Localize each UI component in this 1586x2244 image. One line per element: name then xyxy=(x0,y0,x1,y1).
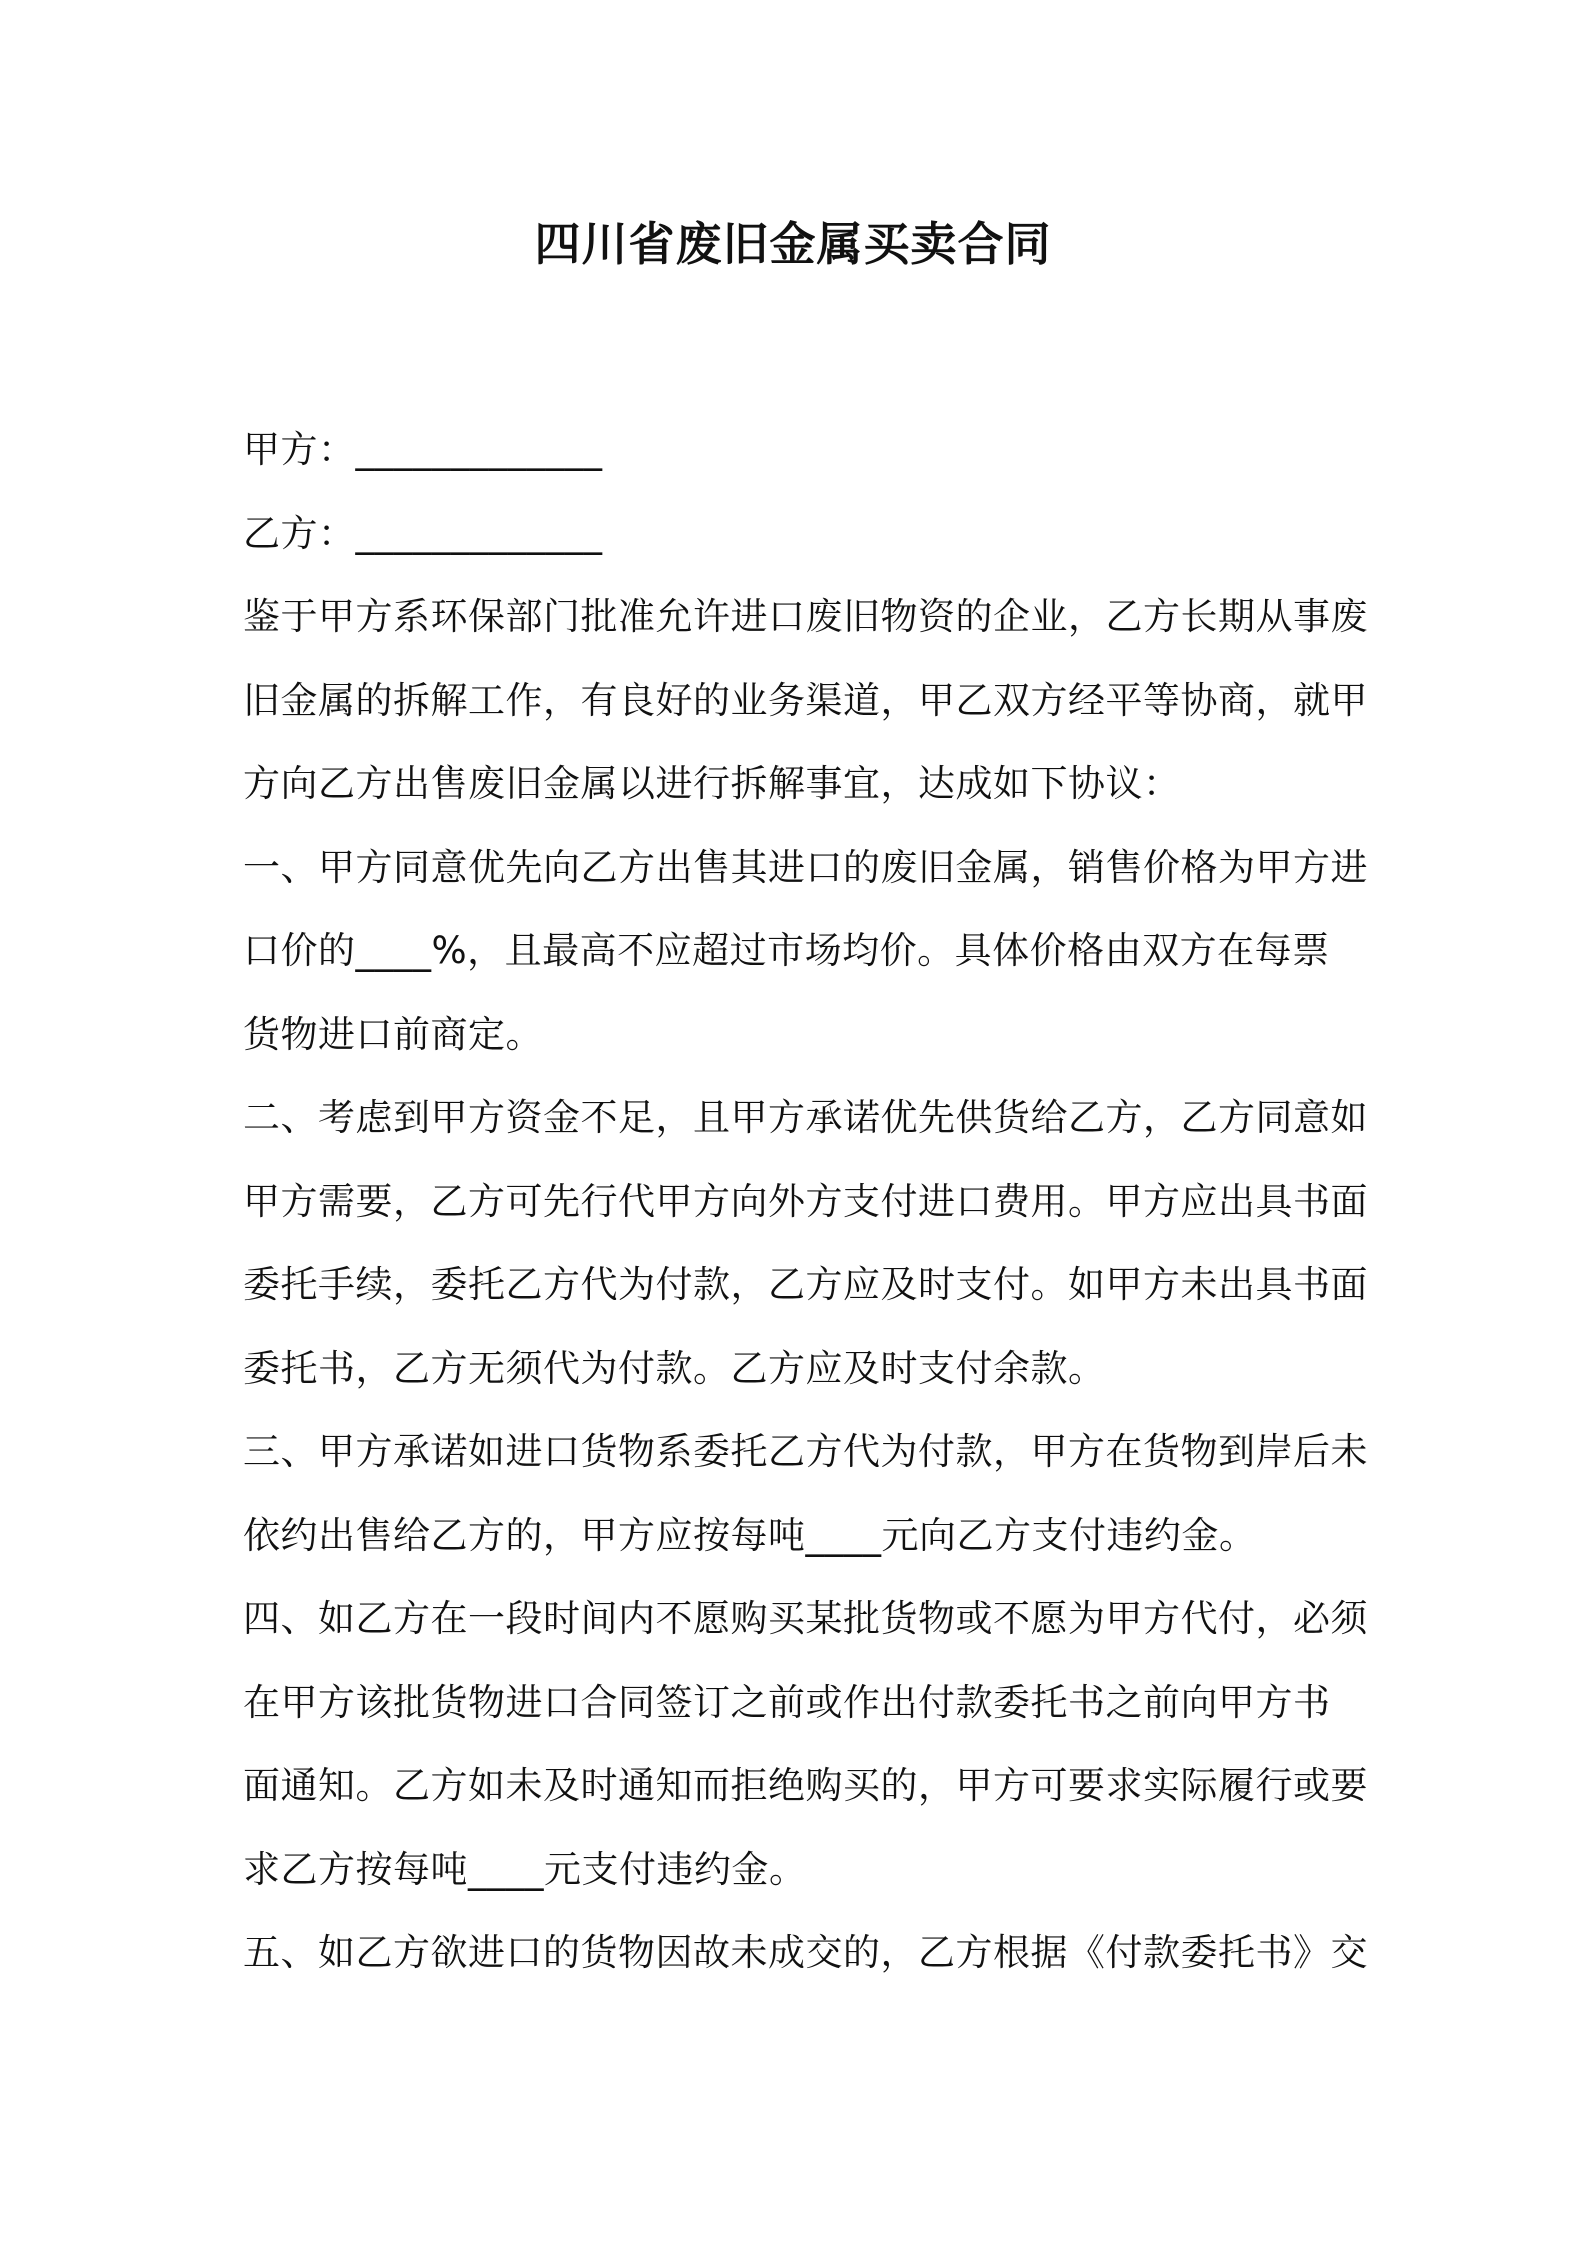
document-title: 四川省废旧金属买卖合同 xyxy=(534,217,1052,271)
document-body xyxy=(243,408,1368,1995)
clause-2-line: 委托手续，委托乙方代为付款，乙方应及时支付。如甲方未出具书面 xyxy=(243,1263,1368,1306)
clause-4-line: 面通知。乙方如未及时通知而拒绝购买的，甲方可要求实际履行或要 xyxy=(243,1764,1368,1807)
clause-4-line: 求乙方按每吨____元支付违约金。 xyxy=(243,1847,807,1891)
preamble-line: 方向乙方出售废旧金属以进行拆解事宜，达成如下协议： xyxy=(243,762,1181,805)
preamble-line: 旧金属的拆解工作，有良好的业务渠道，甲乙双方经平等协商，就甲 xyxy=(243,678,1368,722)
party-a-line: 甲方：_____________ xyxy=(243,428,603,471)
clause-3-line: 三、甲方承诺如进口货物系委托乙方代为付款，甲方在货物到岸后未 xyxy=(243,1430,1368,1473)
clause-5-line: 五、如乙方欲进口的货物因故未成交的，乙方根据《付款委托书》交 xyxy=(243,1931,1368,1974)
clause-3-line: 依约出售给乙方的，甲方应按每吨____元向乙方支付违约金。 xyxy=(243,1513,1257,1557)
clause-1-line: 货物进口前商定。 xyxy=(243,1012,543,1056)
clause-2-line: 二、考虑到甲方资金不足，且甲方承诺优先供货给乙方，乙方同意如 xyxy=(243,1096,1368,1139)
clause-1-line: 口价的____%，且最高不应超过市场均价。具体价格由双方在每票 xyxy=(243,929,1330,972)
clause-4-line: 在甲方该批货物进口合同签订之前或作出付款委托书之前向甲方书 xyxy=(243,1680,1331,1724)
party-b-line: 乙方：_____________ xyxy=(243,511,603,555)
clause-1-line: 一、甲方同意优先向乙方出售其进口的废旧金属，销售价格为甲方进 xyxy=(243,845,1368,889)
clause-4-line: 四、如乙方在一段时间内不愿购买某批货物或不愿为甲方代付，必须 xyxy=(243,1597,1368,1640)
clause-2-line: 委托书，乙方无须代为付款。乙方应及时支付余款。 xyxy=(243,1346,1106,1390)
preamble-line: 鉴于甲方系环保部门批准允许进口废旧物资的企业，乙方长期从事废 xyxy=(243,595,1368,638)
clause-2-line: 甲方需要，乙方可先行代甲方向外方支付进口费用。甲方应出具书面 xyxy=(243,1179,1368,1223)
